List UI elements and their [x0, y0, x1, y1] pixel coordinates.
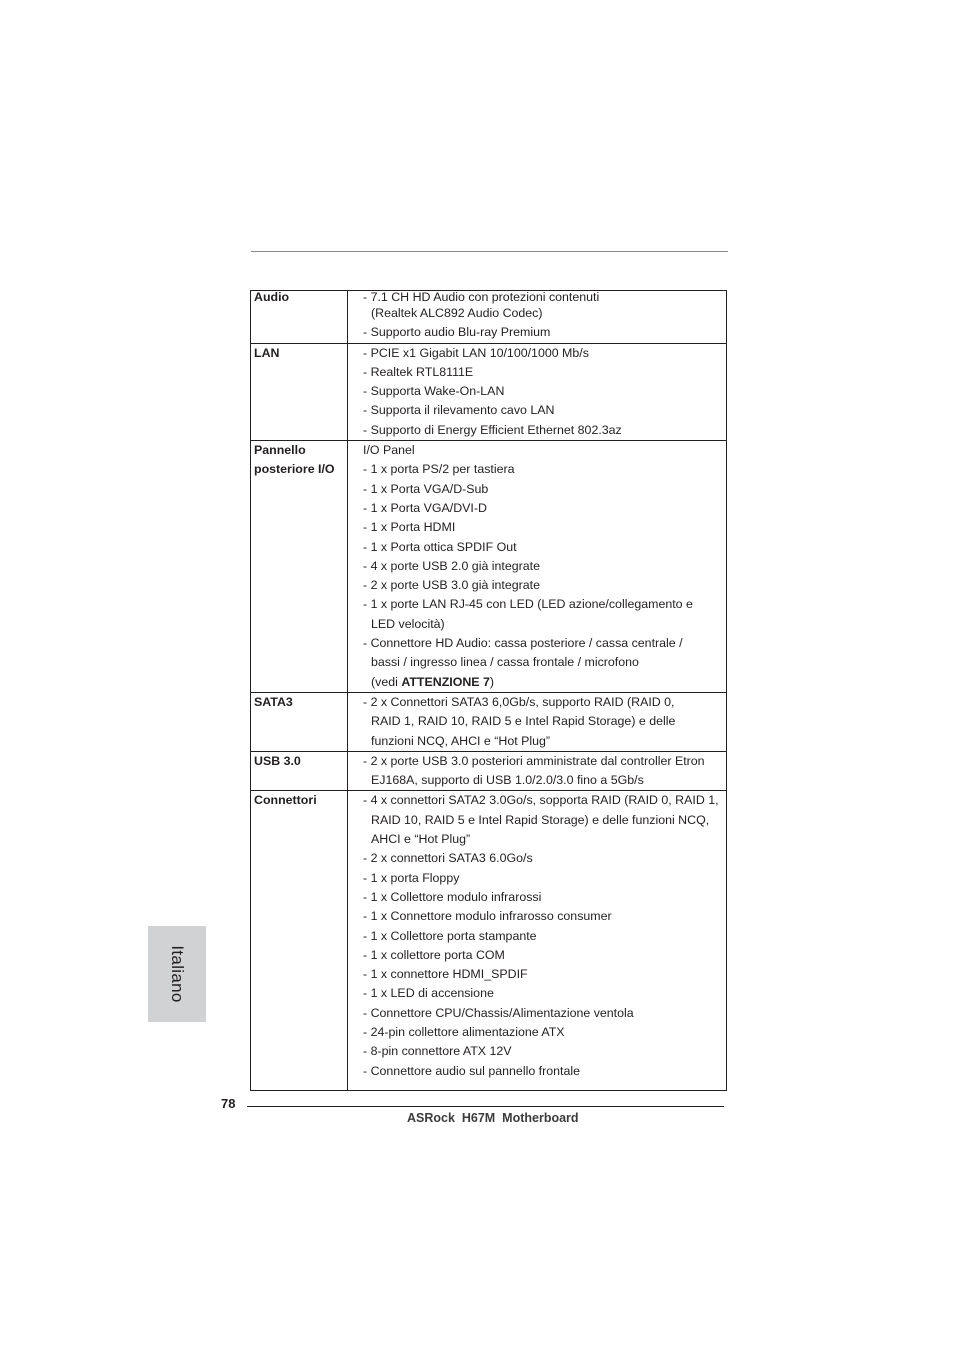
- spec-line-text: - 7.1 CH HD Audio con protezioni contenuti: [363, 290, 600, 304]
- spec-label: Pannello: [254, 443, 306, 458]
- spec-line: [363, 1062, 724, 1081]
- page-number: 78: [221, 1096, 236, 1111]
- spec-line-text: bassi / ingresso linea / cassa frontale / microfono: [371, 655, 639, 670]
- spec-line-text: - 24-pin collettore alimentazione ATX: [363, 1024, 565, 1039]
- spec-line-text: - 1 x porta Floppy: [363, 870, 460, 885]
- spec-line-text: - PCIE x1 Gigabit LAN 10/100/1000 Mb/s: [363, 345, 589, 360]
- spec-label-cell: [251, 692, 348, 751]
- spec-line-emphasis: ATTENZIONE 7: [401, 674, 490, 689]
- spec-line: [363, 460, 724, 479]
- spec-line-text: - Supporto audio Blu-ray Premium: [363, 325, 551, 340]
- spec-line: [363, 344, 724, 363]
- spec-line-text: - 1 x Porta VGA/D-Sub: [363, 481, 489, 496]
- spec-line-text: AHCI e “Hot Plug”: [371, 832, 471, 847]
- spec-line-text: I/O Panel: [363, 443, 415, 458]
- spec-line-text: - 1 x LED di accensione: [363, 986, 494, 1001]
- spec-line: [363, 693, 724, 712]
- spec-line: [363, 907, 724, 926]
- spec-line: [363, 673, 724, 692]
- spec-line: [363, 965, 724, 984]
- spec-label-cell: [251, 343, 348, 440]
- spec-label: posteriore I/O: [254, 462, 335, 477]
- spec-line: [363, 946, 724, 965]
- spec-label-cell: [251, 751, 348, 791]
- footer-product-name: ASRock H67M Motherboard: [407, 1111, 579, 1125]
- spec-line: [363, 382, 724, 401]
- spec-line-text: LED velocità): [371, 616, 445, 631]
- spec-line: [363, 984, 724, 1003]
- spec-label: Connettori: [254, 793, 317, 808]
- spec-line: [363, 595, 724, 614]
- spec-line-text: - Realtek RTL8111E: [363, 364, 474, 379]
- spec-line-text: - Connettore CPU/Chassis/Alimentazione ventola: [363, 1005, 634, 1020]
- spec-line-text: - Connettore HD Audio: cassa posteriore / cassa centrale /: [363, 636, 683, 651]
- spec-line-text: - 1 x Porta HDMI: [363, 520, 456, 535]
- spec-line-text: - Connettore audio sul pannello frontale: [363, 1063, 580, 1078]
- spec-value-cell: [348, 751, 727, 791]
- spec-line: [363, 538, 724, 557]
- spec-label: SATA3: [254, 694, 293, 709]
- spec-line-text: - 1 x connettore HDMI_SPDIF: [363, 967, 528, 982]
- spec-value-cell: [348, 441, 727, 693]
- spec-line: [363, 401, 724, 420]
- spec-line: [363, 1004, 724, 1023]
- spec-line-text: RAID 1, RAID 10, RAID 5 e Intel Rapid Storage) e delle: [371, 714, 676, 729]
- spec-label: Audio: [254, 290, 290, 304]
- spec-line-text: EJ168A, supporto di USB 1.0/2.0/3.0 fino a 5Gb/s: [371, 773, 644, 788]
- spec-label-cell: [251, 791, 348, 1090]
- spec-line-text: - 8-pin connettore ATX 12V: [363, 1044, 512, 1059]
- spec-line: [363, 441, 724, 460]
- spec-line: [363, 771, 724, 790]
- spec-line-text: - 2 x porte USB 3.0 posteriori amministrate dal controller Etron: [363, 753, 705, 768]
- spec-line: [363, 1042, 724, 1061]
- header-rule: [251, 251, 728, 252]
- spec-line-text: (Realtek ALC892 Audio Codec): [371, 306, 543, 320]
- spec-line-text: - 1 x Collettore porta stampante: [363, 928, 537, 943]
- spec-line: [363, 634, 724, 653]
- spec-value-cell: [348, 791, 727, 1090]
- spec-line: [363, 791, 724, 810]
- spec-label: USB 3.0: [254, 753, 301, 768]
- spec-line: [363, 499, 724, 518]
- spec-row: [251, 343, 727, 440]
- spec-line: [363, 480, 724, 499]
- spec-line-text: - Supporta Wake-On-LAN: [363, 384, 505, 399]
- spec-value-cell: [348, 343, 727, 440]
- spec-line: [363, 830, 724, 849]
- spec-line-text: - 2 x porte USB 3.0 già integrate: [363, 578, 541, 593]
- spec-line: [363, 518, 724, 537]
- spec-table-body: [251, 291, 727, 1091]
- spec-line: [363, 732, 724, 751]
- spec-line: [363, 291, 724, 304]
- language-tab: [148, 926, 206, 1022]
- footer-rule: [247, 1106, 724, 1107]
- spec-line: [363, 1023, 724, 1042]
- spec-row: [251, 441, 727, 693]
- spec-line: [363, 323, 724, 342]
- spec-line-text: - 1 x Collettore modulo infrarossi: [363, 889, 542, 904]
- spec-line: [363, 752, 724, 771]
- spec-line-text: (vedi: [371, 674, 402, 689]
- spec-line: [363, 576, 724, 595]
- spec-value-cell: [348, 291, 727, 344]
- spec-line-text: - 1 x Porta ottica SPDIF Out: [363, 539, 517, 554]
- spec-line-text: - 2 x connettori SATA3 6.0Go/s: [363, 851, 533, 866]
- spec-line-text: - 1 x porte LAN RJ-45 con LED (LED azione/collegamento e: [363, 597, 693, 612]
- spec-line-text: funzioni NCQ, AHCI e “Hot Plug”: [371, 733, 551, 748]
- spec-line: [363, 304, 724, 323]
- spec-row: [251, 291, 727, 344]
- spec-line: [363, 712, 724, 731]
- spec-line: [363, 421, 724, 440]
- spec-line: [363, 927, 724, 946]
- spec-line-text: - 1 x collettore porta COM: [363, 947, 505, 962]
- spec-row: [251, 751, 727, 791]
- spec-line: [363, 849, 724, 868]
- spec-line: [363, 811, 724, 830]
- spec-line: [363, 888, 724, 907]
- spec-line: [363, 557, 724, 576]
- spec-row: [251, 791, 727, 1090]
- spec-line: [363, 363, 724, 382]
- spec-label-cell: [251, 441, 348, 693]
- language-tab-label: Italiano: [168, 945, 187, 1003]
- spec-line-text: - 1 x Porta VGA/DVI-D: [363, 500, 487, 515]
- spec-line-text: - 1 x porta PS/2 per tastiera: [363, 462, 515, 477]
- spec-table: [250, 290, 727, 1091]
- spec-line-text: - 4 x porte USB 2.0 già integrate: [363, 558, 541, 573]
- spec-row: [251, 692, 727, 751]
- spec-line-text: - Supporto di Energy Efficient Ethernet 802.3az: [363, 422, 622, 437]
- spec-line: [363, 615, 724, 634]
- spec-line: [363, 653, 724, 672]
- spec-value-cell: [348, 692, 727, 751]
- spec-line-text: RAID 10, RAID 5 e Intel Rapid Storage) e delle funzioni NCQ,: [371, 812, 710, 827]
- spec-line: [363, 869, 724, 888]
- spec-label: LAN: [254, 345, 280, 360]
- spec-line-text: - 1 x Connettore modulo infrarosso consumer: [363, 909, 612, 924]
- spec-line-text: - Supporta il rilevamento cavo LAN: [363, 403, 555, 418]
- spec-label-cell: [251, 291, 348, 344]
- spec-line-text: - 2 x Connettori SATA3 6,0Gb/s, supporto RAID (RAID 0,: [363, 694, 675, 709]
- spec-line-suffix: ): [489, 674, 495, 689]
- spec-line-text: - 4 x connettori SATA2 3.0Go/s, sopporta RAID (RAID 0, RAID 1,: [363, 793, 719, 808]
